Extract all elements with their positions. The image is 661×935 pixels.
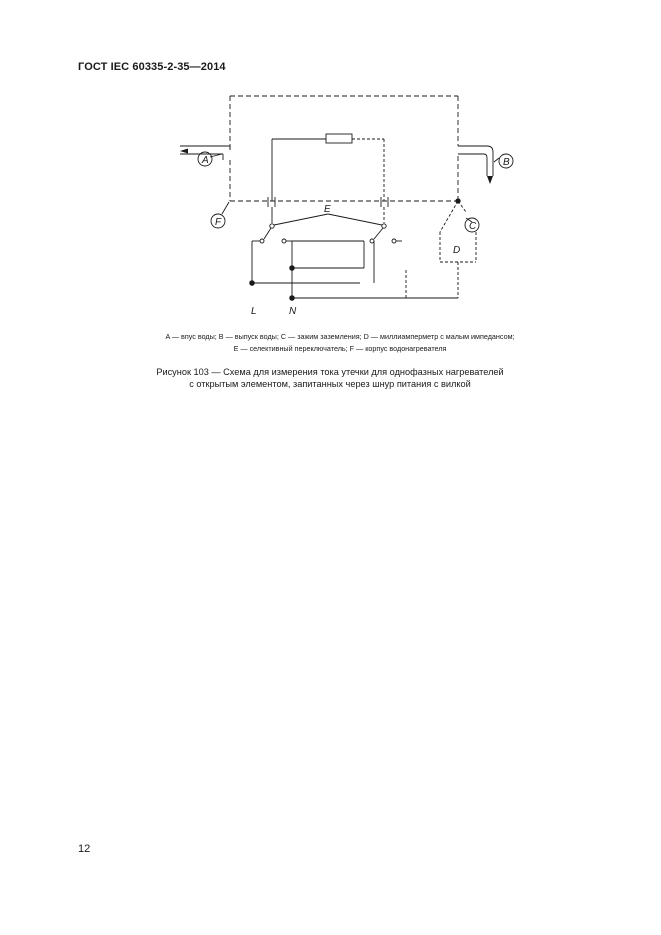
supply-wiring [252,241,461,298]
junction-dot-n-lower [290,296,295,301]
selector-switch [260,214,402,243]
label-f: F [215,217,222,228]
figure-caption-line2: с открытым элементом, запитанных через шнур питания с вилкой [189,379,471,389]
label-e: E [324,204,331,215]
label-n: N [289,306,297,317]
inlet-arrow-icon [180,149,188,154]
outlet-arrow-icon [487,176,493,184]
figure-legend-line1: A — впус воды; B — выпуск воды; C — зажим заземления; D — миллиамперметр с малым импедансом; [165,332,515,341]
figure-caption-line1: Рисунок 103 — Схема для измерения тока утечки для однофазных нагревателей [156,367,504,377]
earth-terminal-dot [456,199,460,203]
figure-legend-line2: E — селективный переключатель; F — корпус водонагревателя [233,344,447,353]
junction-dot-n [290,266,295,271]
heater-housing-outline [230,96,458,201]
page-number: 12 [78,843,91,855]
label-b: B [503,157,510,168]
document-header: ГОСТ IEC 60335-2-35—2014 [78,61,226,73]
label-a: A [202,155,209,166]
junction-dot-l [250,281,255,286]
label-l: L [251,306,257,317]
water-outlet-pipe [458,146,493,176]
heating-element [326,134,352,143]
label-d: D [453,245,461,256]
label-c: C [469,221,477,232]
